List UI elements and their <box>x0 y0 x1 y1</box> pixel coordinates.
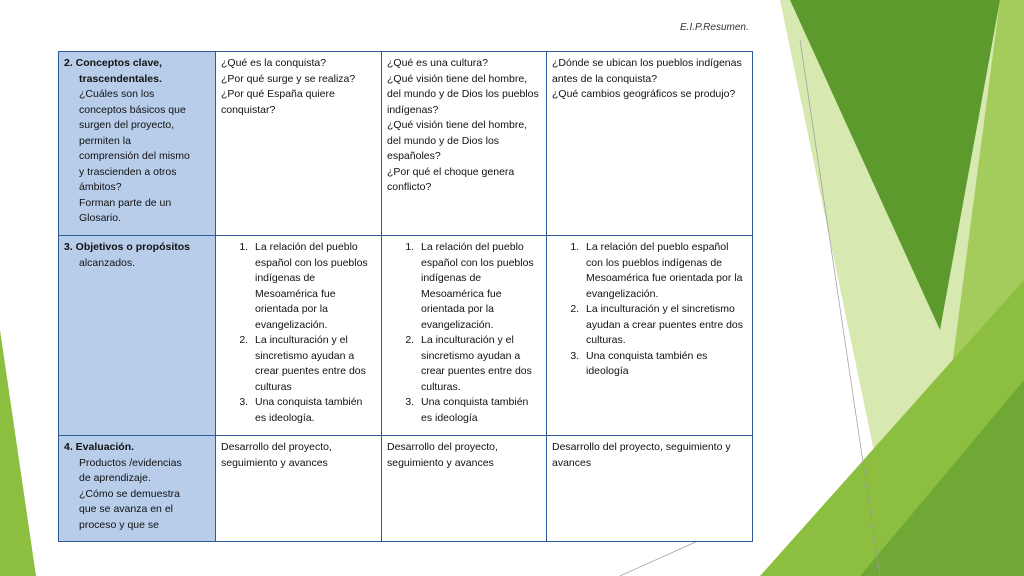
row-label-text: de aprendizaje. <box>79 472 151 484</box>
list-item: 2. La inculturación y el sincretismo ayudan a crear puentes entre dos culturas. <box>417 333 541 395</box>
question-text: ¿Qué es una cultura? <box>387 57 488 69</box>
objectives-list <box>552 240 747 380</box>
row-label-text: Forman parte de un <box>79 196 172 209</box>
table-row <box>59 52 753 236</box>
table-cell <box>216 236 382 436</box>
list-item: 2. La inculturación y el sincretismo ayudan a crear puentes entre dos culturas. <box>582 302 747 349</box>
row-label-evaluacion <box>59 436 216 542</box>
evaluation-text: Desarrollo del proyecto, seguimiento y avances <box>552 441 731 469</box>
row-label-text: ¿Cómo se demuestra <box>79 487 180 500</box>
list-item: 3. Una conquista también es ideología. <box>251 395 376 426</box>
table-cell <box>547 52 753 236</box>
document-header: E.I.P.Resumen. <box>680 22 749 33</box>
objectives-list <box>221 240 376 426</box>
row-label-objetivos <box>59 236 216 436</box>
list-item: 1. La relación del pueblo español con los pueblos indígenas de Mesoamérica fue orientada por la evangelización. <box>417 240 541 333</box>
table-row <box>59 236 753 436</box>
row-label-text: permiten la <box>79 134 131 147</box>
list-item: 3. Una conquista también es ideología <box>417 395 541 426</box>
row-label-conceptos <box>59 52 216 236</box>
question-text: ¿Por qué España quiere conquistar? <box>221 88 335 116</box>
table-row <box>59 436 753 542</box>
table-cell <box>382 436 547 542</box>
row-label-text: ámbitos? <box>79 181 122 193</box>
row-label-text: alcanzados. <box>79 256 136 269</box>
row-label-title: 2. Conceptos clave, <box>64 57 163 69</box>
objectives-list <box>387 240 541 426</box>
row-label-text: conceptos básicos que <box>79 103 186 116</box>
table-cell <box>216 52 382 236</box>
list-item: 1. La relación del pueblo español con los pueblos indígenas de Mesoamérica fue orientada por la evangelización. <box>251 240 376 333</box>
question-text: ¿Por qué surge y se realiza? <box>221 72 356 85</box>
thin-line-bottom <box>620 540 700 576</box>
row-label-text: comprensión del mismo <box>79 150 190 162</box>
row-label-text: proceso y que se <box>79 518 159 531</box>
table-cell <box>547 436 753 542</box>
row-label-text: y trascienden a otros <box>79 165 177 178</box>
question-text: ¿Qué visión tiene del hombre, del mundo y de Dios los pueblos indígenas? <box>387 72 539 116</box>
table-cell <box>547 236 753 436</box>
question-text: ¿Dónde se ubican los pueblos indígenas antes de la conquista? <box>552 57 742 85</box>
row-label-text: ¿Cuáles son los <box>79 88 155 100</box>
evaluation-text: Desarrollo del proyecto, seguimiento y avances <box>221 441 332 469</box>
green-shape-left <box>0 330 36 576</box>
evaluation-text: Desarrollo del proyecto, seguimiento y avances <box>387 441 498 469</box>
row-label-text: Glosario. <box>79 212 122 224</box>
row-label-text: surgen del proyecto, <box>79 119 175 131</box>
table-cell <box>382 52 547 236</box>
project-summary-table <box>58 51 753 542</box>
question-text: ¿Qué es la conquista? <box>221 57 327 69</box>
row-label-title-cont: trascendentales. <box>79 72 162 85</box>
question-text: ¿Qué cambios geográficos se produjo? <box>552 88 736 100</box>
question-text: ¿Por qué el choque genera conflicto? <box>387 165 515 193</box>
row-label-title: 4. Evaluación. <box>64 441 135 453</box>
row-label-text: Productos /evidencias <box>79 456 182 469</box>
list-item: 1. La relación del pueblo español con los pueblos indígenas de Mesoamérica fue orientada por la evangelización. <box>582 240 747 302</box>
table-cell <box>216 436 382 542</box>
row-label-text: que se avanza en el <box>79 503 173 515</box>
list-item: 3. Una conquista también es ideología <box>582 349 747 380</box>
row-label-title: 3. Objetivos o propósitos <box>64 241 191 253</box>
question-text: ¿Qué visión tiene del hombre, del mundo y de Dios los españoles? <box>387 119 528 162</box>
table-cell <box>382 236 547 436</box>
list-item: 2. La inculturación y el sincretismo ayudan a crear puentes entre dos culturas <box>251 333 376 395</box>
